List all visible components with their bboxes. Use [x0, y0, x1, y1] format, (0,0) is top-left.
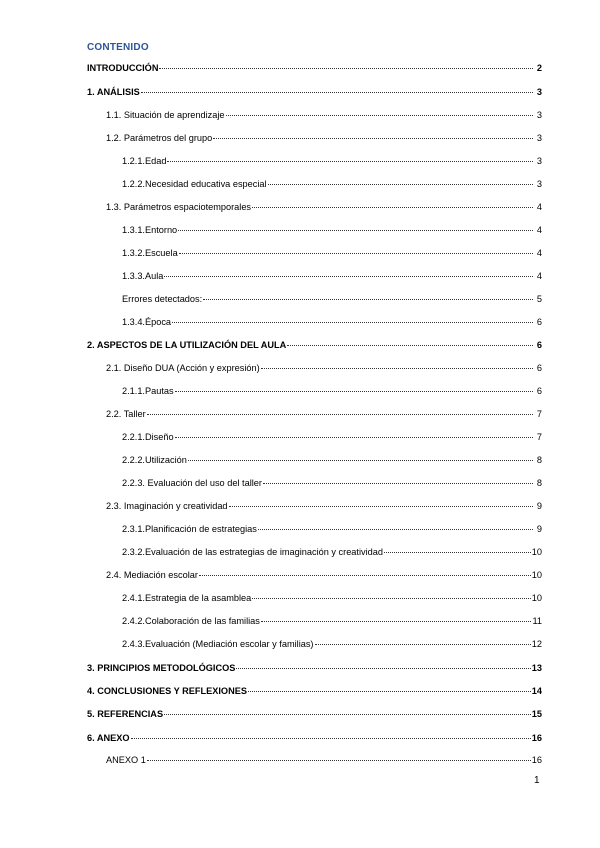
toc-entry-page: 4 [536, 225, 542, 235]
dot-leader [199, 575, 531, 576]
toc-entry-title: 1.2. Parámetros del grupo [106, 133, 213, 143]
toc-entry[interactable] [122, 178, 542, 190]
dot-leader [213, 138, 533, 139]
toc-entry-title: 2.2.1.Diseño [122, 432, 174, 442]
toc-entry-title: 2.2. Taller [106, 409, 146, 419]
toc-entry-title: 2.1. Diseño DUA (Acción y expresión) [106, 363, 260, 373]
dot-leader [261, 621, 532, 622]
page-number: 1 [534, 775, 540, 786]
toc-entry-page: 4 [536, 248, 542, 258]
toc-entry[interactable] [122, 615, 542, 627]
toc-entry-page: 9 [536, 524, 542, 534]
toc-entry-title: 1.2.2.Necesidad educativa especial [122, 179, 267, 189]
toc-entry[interactable] [122, 385, 542, 397]
dot-leader [236, 668, 530, 669]
dot-leader [252, 598, 531, 599]
toc-entry-title: 1.3.2.Escuela [122, 248, 178, 258]
toc-entry[interactable] [122, 224, 542, 236]
dot-leader [164, 276, 533, 277]
toc-entry-page: 16 [531, 733, 542, 743]
dot-leader [263, 483, 533, 484]
dot-leader [287, 345, 533, 346]
toc-entry-page: 3 [536, 133, 542, 143]
dot-leader [384, 552, 531, 553]
dot-leader [258, 529, 533, 530]
toc-entry[interactable] [106, 109, 542, 121]
toc-entry-title: 2.3. Imaginación y creatividad [106, 501, 228, 511]
toc-entry[interactable] [122, 592, 542, 604]
toc-entry-title: 1.2.1.Edad [122, 156, 167, 166]
toc-entry-title: 2.3.2.Evaluación de las estrategias de imaginación y creatividad [122, 547, 383, 557]
toc-entry-page: 12 [531, 639, 542, 649]
toc-entry[interactable] [106, 754, 542, 766]
toc-entry-page: 3 [536, 110, 542, 120]
toc-entry-title: 2.2.3. Evaluación del uso del taller [122, 478, 262, 488]
dot-leader [172, 322, 533, 323]
dot-leader [178, 230, 533, 231]
toc-entry-page: 10 [531, 547, 542, 557]
toc-entry-title: ANEXO 1 [106, 755, 146, 765]
dot-leader [252, 207, 533, 208]
toc-entry-page: 6 [536, 386, 542, 396]
toc-entry-title: 2.2.2.Utilización [122, 455, 187, 465]
dot-leader [261, 368, 533, 369]
dot-leader [203, 299, 533, 300]
toc-entry-page: 6 [536, 317, 542, 327]
toc-entry[interactable] [87, 685, 542, 697]
toc-entry-title: 2. ASPECTOS DE LA UTILIZACIÓN DEL AULA [87, 340, 287, 350]
dot-leader [248, 691, 531, 692]
toc-entry-page: 4 [536, 271, 542, 281]
toc-entry-title: 5. REFERENCIAS [87, 709, 164, 719]
toc-entry-title: 6. ANEXO [87, 733, 130, 743]
toc-entry-title: 2.4. Mediación escolar [106, 570, 198, 580]
toc-entry-page: 5 [536, 294, 542, 304]
toc-entry[interactable] [87, 86, 542, 98]
toc-entry-page: 3 [536, 156, 542, 166]
toc-entry-title: 1. ANÁLISIS [87, 87, 140, 97]
toc-entry[interactable] [87, 732, 542, 744]
dot-leader [175, 391, 533, 392]
toc-entry-page: 2 [536, 63, 542, 73]
toc-entry[interactable] [122, 546, 542, 558]
toc-entry[interactable] [122, 293, 542, 305]
toc-entry[interactable] [106, 408, 542, 420]
dot-leader [229, 506, 533, 507]
dot-leader [268, 184, 533, 185]
toc-entry-title: INTRODUCCIÓN [87, 63, 159, 73]
toc-entry-page: 14 [531, 686, 542, 696]
toc-entry-page: 9 [536, 501, 542, 511]
dot-leader [147, 760, 531, 761]
dot-leader [141, 92, 533, 93]
toc-entry[interactable] [106, 569, 542, 581]
toc-entry-page: 7 [536, 409, 542, 419]
toc-entry-title: 2.4.2.Colaboración de las familias [122, 616, 260, 626]
dot-leader [179, 253, 533, 254]
dot-leader [164, 714, 531, 715]
toc-entry-page: 16 [531, 755, 542, 765]
toc-entry[interactable] [87, 708, 542, 720]
toc-entry-page: 10 [531, 570, 542, 580]
toc-entry[interactable] [122, 477, 542, 489]
toc-entry[interactable] [122, 155, 542, 167]
toc-entry-title: 2.1.1.Pautas [122, 386, 174, 396]
toc-entry-page: 11 [532, 616, 542, 626]
dot-leader [188, 460, 533, 461]
dot-leader [175, 437, 533, 438]
toc-entry-title: 1.3.3.Aula [122, 271, 164, 281]
toc-entry-title: 1.3.4.Época [122, 317, 172, 327]
dot-leader [131, 738, 531, 739]
toc-entry[interactable] [106, 201, 542, 213]
toc-entry[interactable] [87, 339, 542, 351]
toc-entry-page: 7 [536, 432, 542, 442]
toc-entry[interactable] [122, 638, 542, 650]
dot-leader [315, 644, 531, 645]
toc-entry[interactable] [106, 132, 542, 144]
dot-leader [167, 161, 533, 162]
toc-entry-title: 2.4.1.Estrategia de la asamblea [122, 593, 252, 603]
toc-entry[interactable] [106, 500, 542, 512]
dot-leader [147, 414, 533, 415]
toc-entry[interactable] [122, 523, 542, 535]
dot-leader [159, 68, 533, 69]
toc-entry[interactable] [122, 316, 542, 328]
toc-entry-page: 8 [536, 455, 542, 465]
toc-entry-title: Errores detectados: [122, 294, 203, 304]
toc-entry-title: 1.1. Situación de aprendizaje [106, 110, 225, 120]
toc-entry-page: 13 [531, 663, 542, 673]
toc-entry-page: 6 [536, 340, 542, 350]
toc-entry-page: 3 [536, 87, 542, 97]
dot-leader [226, 115, 534, 116]
toc-entry[interactable] [122, 431, 542, 443]
toc-entry[interactable] [87, 62, 542, 74]
toc-entry-title: 3. PRINCIPIOS METODOLÓGICOS [87, 663, 236, 673]
toc-entry-title: 2.4.3.Evaluación (Mediación escolar y familias) [122, 639, 314, 649]
toc-entry-page: 6 [536, 363, 542, 373]
toc-entry[interactable] [106, 362, 542, 374]
toc-heading: CONTENIDO [87, 42, 149, 53]
toc-entry-title: 1.3.1.Entorno [122, 225, 178, 235]
toc-entry[interactable] [122, 247, 542, 259]
toc-entry-title: 2.3.1.Planificación de estrategias [122, 524, 257, 534]
toc-entry-page: 3 [536, 179, 542, 189]
toc-entry-page: 10 [531, 593, 542, 603]
toc-entry[interactable] [122, 454, 542, 466]
toc-entry-title: 1.3. Parámetros espaciotemporales [106, 202, 252, 212]
toc-entry[interactable] [122, 270, 542, 282]
toc-entry-page: 15 [531, 709, 542, 719]
toc-entry-page: 8 [536, 478, 542, 488]
toc-entry-page: 4 [536, 202, 542, 212]
toc-entry[interactable] [87, 662, 542, 674]
toc-entry-title: 4. CONCLUSIONES Y REFLEXIONES [87, 686, 247, 696]
